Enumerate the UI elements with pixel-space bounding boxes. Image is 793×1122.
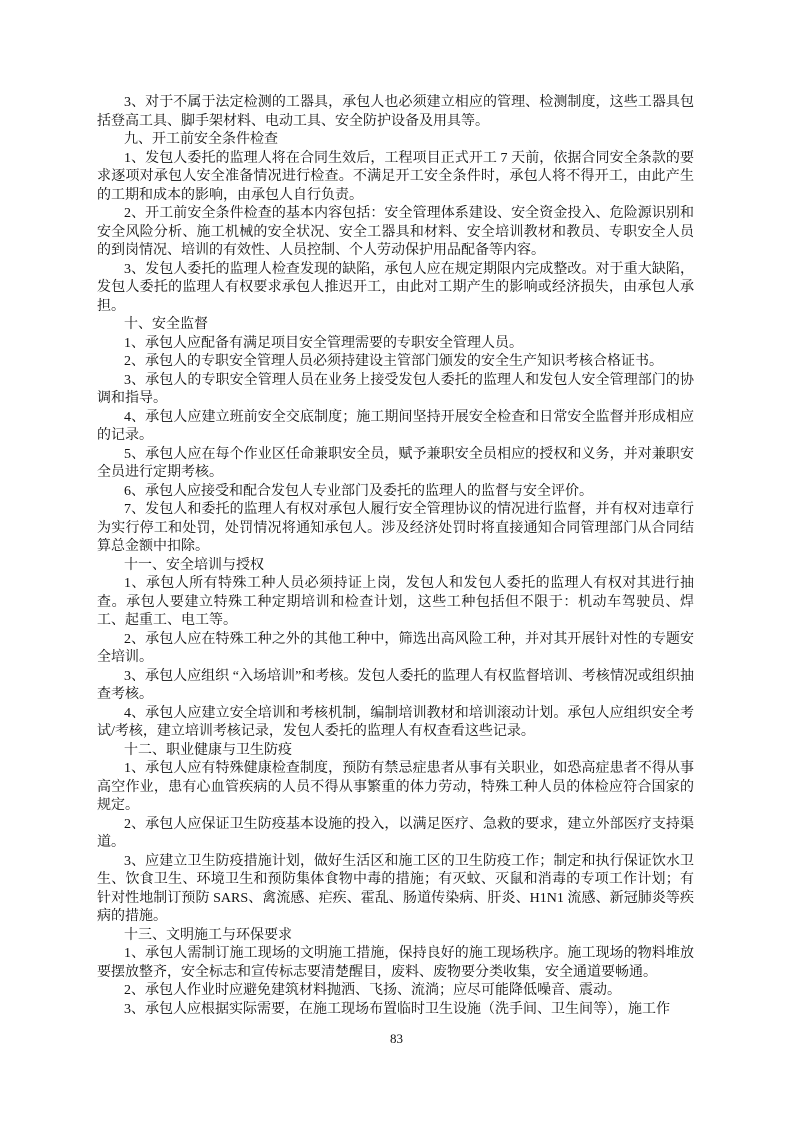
paragraph: 4、承包人应建立班前安全交底制度；施工期间坚持开展安全检查和日常安全监督并形成相应的记录。	[97, 409, 694, 443]
paragraph: 1、承包人应有特殊健康检查制度，预防有禁忌症患者从事有关职业，如恐高症患者不得从事高空作业，患有心血管疾病的人员不得从事繁重的体力劳动，特殊工种人员的体检应符合国家的规定。	[97, 761, 694, 813]
paragraph: 3、对于不属于法定检测的工器具，承包人也必须建立相应的管理、检测制度，这些工器具包括登高工具、脚手架材料、电动工具、安全防护设备及用具等。	[97, 95, 694, 129]
section-heading: 十三、文明施工与环保要求	[124, 927, 292, 943]
paragraph: 2、承包人的专职安全管理人员必须持建设主管部门颁发的安全生产知识考核合格证书。	[124, 354, 663, 369]
paragraph: 3、承包人应根据实际需要，在施工现场布置临时卫生设施（洗手间、卫生间等），施工作	[124, 1001, 670, 1017]
paragraph: 3、承包人的专职安全管理人员在业务上接受发包人委托的监理人和发包人安全管理部门的协调和指导。	[97, 372, 694, 406]
paragraph: 1、承包人应配备有满足项目安全管理需要的专职安全管理人员。	[124, 335, 523, 351]
paragraph: 3、应建立卫生防疫措施计划，做好生活区和施工区的卫生防疫工作；制定和执行保证饮水卫生、饮食卫生、环境卫生和预防集体食物中毒的措施；有灭蚊、灭鼠和消毒的专项工作计划；有针对性地制订预防 SARS、禽流感、疟疾、霍乱、肠道传染病、肝炎、H1N1 流感、新冠肺炎等疾病的措施。	[97, 853, 694, 924]
document-body	[97, 94, 694, 1019]
page-number: 83	[390, 1031, 403, 1046]
paragraph: 4、承包人应建立安全培训和考核机制，编制培训教材和培训滚动计划。承包人应组织安全考试/考核，建立培训考核记录，发包人委托的监理人有权查看这些记录。	[97, 705, 694, 739]
paragraph: 2、开工前安全条件检查的基本内容包括：安全管理体系建设、安全资金投入、危险源识别和安全风险分析、施工机械的安全状况、安全工器具和材料、安全培训教材和教员、专职安全人员的到岗情况、培训的有效性、人员控制、个人劳动保护用品配备等内容。	[97, 206, 694, 258]
paragraph: 1、承包人所有特殊工种人员必须持证上岗，发包人和发包人委托的监理人有权对其进行抽查。承包人要建立特殊工种定期培训和检查计划，这些工种包括但不限于：机动车驾驶员、焊工、起重工、电工等。	[97, 576, 694, 628]
paragraph: 5、承包人应在每个作业区任命兼职安全员，赋予兼职安全员相应的授权和义务，并对兼职安全员进行定期考核。	[97, 446, 694, 480]
section-heading: 十一、安全培训与授权	[124, 557, 264, 573]
paragraph: 2、承包人应在特殊工种之外的其他工种中，筛选出高风险工种，并对其开展针对性的专题安全培训。	[97, 631, 694, 665]
paragraph: 3、发包人委托的监理人检查发现的缺陷，承包人应在规定期限内完成整改。对于重大缺陷，发包人委托的监理人有权要求承包人推迟开工，由此对工期产生的影响或经济损失，由承包人承担。	[97, 261, 694, 314]
section-heading: 十、安全监督	[124, 317, 208, 332]
paragraph: 1、发包人委托的监理人将在合同生效后，工程项目正式开工 7 天前，依据合同安全条款的要求逐项对承包人安全准备情况进行检查。不满足开工安全条件时，承包人将不得开工，由此产生的工期和成本的影响，由承包人自行负责。	[97, 150, 694, 203]
paragraph: 6、承包人应接受和配合发包人专业部门及委托的监理人的监督与安全评价。	[124, 483, 593, 499]
paragraph: 3、承包人应组织 “入场培训”和考核。发包人委托的监理人有权监督培训、考核情况或组织抽查考核。	[97, 668, 694, 702]
paragraph: 1、承包人需制订施工现场的文明施工措施，保持良好的施工现场秩序。施工现场的物料堆放要摆放整齐，安全标志和宣传标志要清楚醒目，废料、废物要分类收集，安全通道要畅通。	[97, 946, 694, 980]
paragraph: 7、发包人和委托的监理人有权对承包人履行安全管理协议的情况进行监督，并有权对违章行为实行停工和处罚，处罚情况将通知承包人。涉及经济处罚时将直接通知合同管理部门从合同结算总金额中扣除。	[97, 502, 694, 554]
paragraph: 2、承包人应保证卫生防疫基本设施的投入，以满足医疗、急救的要求，建立外部医疗支持渠道。	[97, 816, 694, 850]
section-heading: 九、开工前安全条件检查	[124, 132, 278, 147]
section-heading: 十二、职业健康与卫生防疫	[124, 742, 292, 758]
paragraph: 2、承包人作业时应避免建筑材料抛洒、飞扬、流淌；应尽可能降低噪音、震动。	[124, 983, 621, 998]
